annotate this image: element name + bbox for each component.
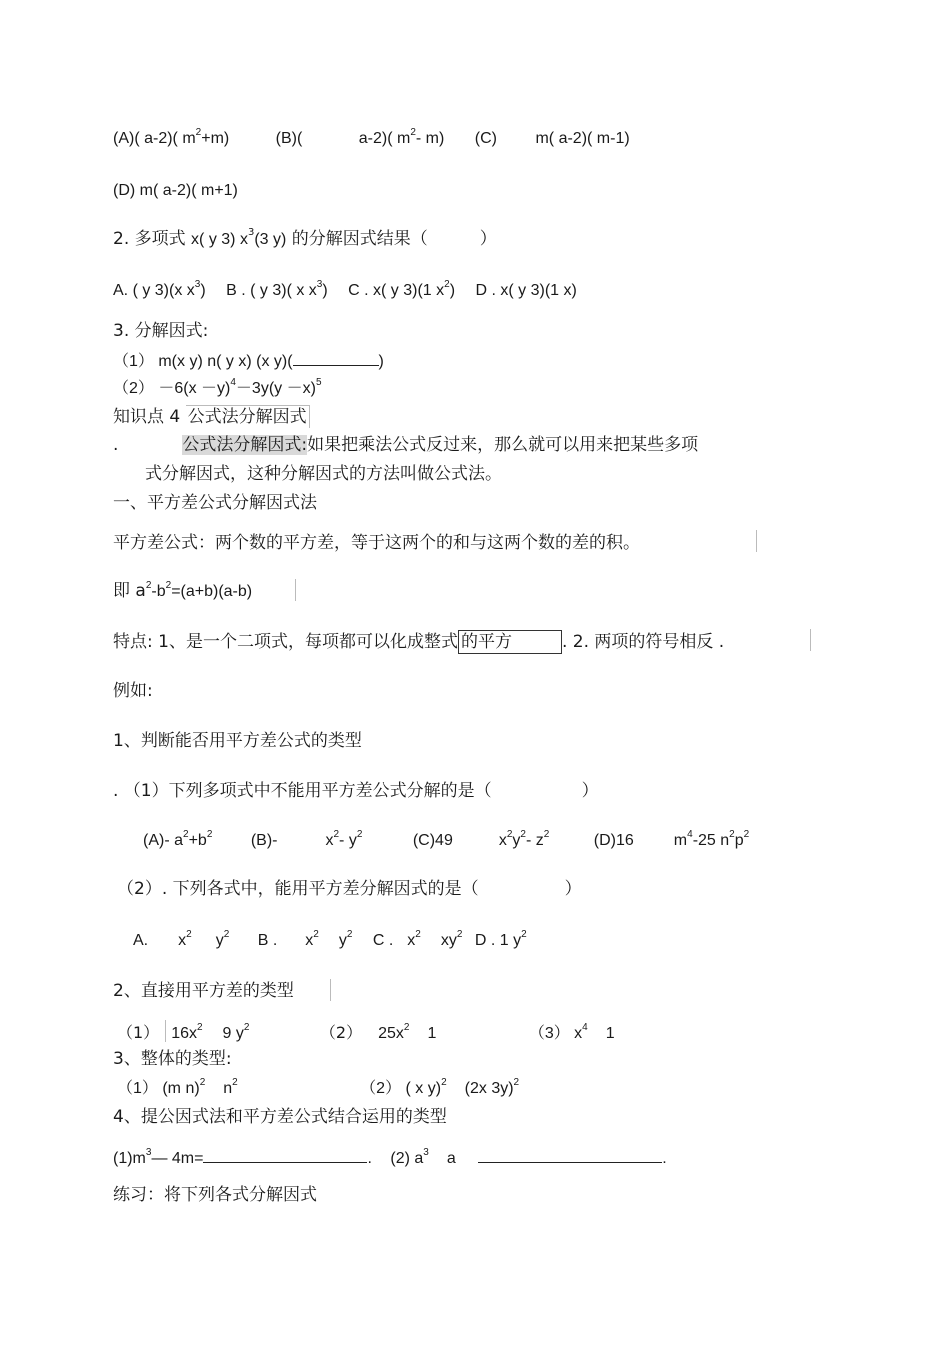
- type-2-problems: （1） $16x^2$ 9 $y^2$ （2） $25x^2$ 1 （3） $x^4$ 1: [117, 1021, 615, 1042]
- divider-line: [295, 579, 296, 601]
- section-1-title: 一、平方差公式分解因式法: [113, 493, 317, 513]
- type-1-question-1-options: (A)- $a^2+b^2$ (B)- $x^2-$ $y^2$ (C)49 $x^2y^2-$ $z^2$ (D)16 $m^4-25$ $n^2p^2$: [143, 828, 750, 849]
- question-3-part-1: （1） m(x y) n( y x) (x y)( ): [113, 349, 384, 373]
- divider-line: [756, 530, 757, 552]
- question-2: 2. 多项式 x( y 3) $x^3(3$ y) 的分解因式结果（ ）: [113, 227, 497, 249]
- features-line: 特点: 1、是一个二项式，每项都可以化成整式 的平方 . 2. 两项的符号相反 .: [113, 632, 725, 652]
- knowledge-point-4: 知识点 4 公式法分解因式: [113, 405, 310, 428]
- type-3-title: 3、整体的类型:: [113, 1049, 232, 1069]
- type-2-title: 2、直接用平方差的类型: [113, 981, 294, 1001]
- type-1-question-2: （2）. 下列各式中，能用平方差分解因式的是（ ）: [117, 879, 582, 899]
- question-3-title: 3. 分解因式:: [113, 321, 209, 341]
- definition-line-1: . 公式法分解因式:如果把乘法公式反过来，那么就可以用来把某些多项: [113, 435, 699, 455]
- type-4-title: 4、提公因式法和平方差公式结合运用的类型: [113, 1107, 447, 1127]
- type-1-question-2-options: A. $x^2$ $y^2$ B . $x^2$ $y^2$ C . $x^2$ $xy^2$ D . 1 $y^2$: [133, 928, 527, 949]
- options-line-1: (A)( a-2)( $m^2+m$) (B)( a-2)( $m^2-$ m) (C) m( a-2)( m-1): [113, 126, 630, 147]
- example-label: 例如:: [113, 681, 153, 701]
- divider-line: [330, 979, 331, 1001]
- type-1-question-1: . （1）下列多项式中不能用平方差公式分解的是（ ）: [113, 781, 599, 801]
- options-line-2: (D) m( a-2)( m+1): [113, 182, 238, 199]
- question-3-part-2: $(2) -6(x -y)^4-3y(y -x)^5$: [113, 376, 322, 397]
- type-4-problems: $(1)m^3—$ 4m= . (2) $a^3$ a .: [113, 1146, 667, 1167]
- type-1-title: 1、判断能否用平方差公式的类型: [113, 731, 362, 751]
- formula-equation: 即 $a^2-b^2=(a+b)(a-b)$: [113, 579, 253, 601]
- question-2-options: A. ( y 3)(x $x^3$) B . ( y 3)( x $x^3$) C . x( y 3)(1 $x^2$) D . x( y 3)(1 x): [113, 278, 577, 299]
- practice-label: 练习：将下列各式分解因式: [113, 1185, 317, 1205]
- divider-line: [810, 629, 811, 651]
- definition-line-2: 式分解因式，这种分解因式的方法叫做公式法。: [145, 464, 502, 484]
- divider-line: [165, 1020, 166, 1042]
- type-3-problems: （1） (m n)$^2$ $n^2$ （2） ( x y)$^2$ (2x 3y)$^2$: [117, 1076, 520, 1097]
- difference-of-squares-formula: 平方差公式：两个数的平方差，等于这两个的和与这两个数的差的积。: [113, 533, 640, 553]
